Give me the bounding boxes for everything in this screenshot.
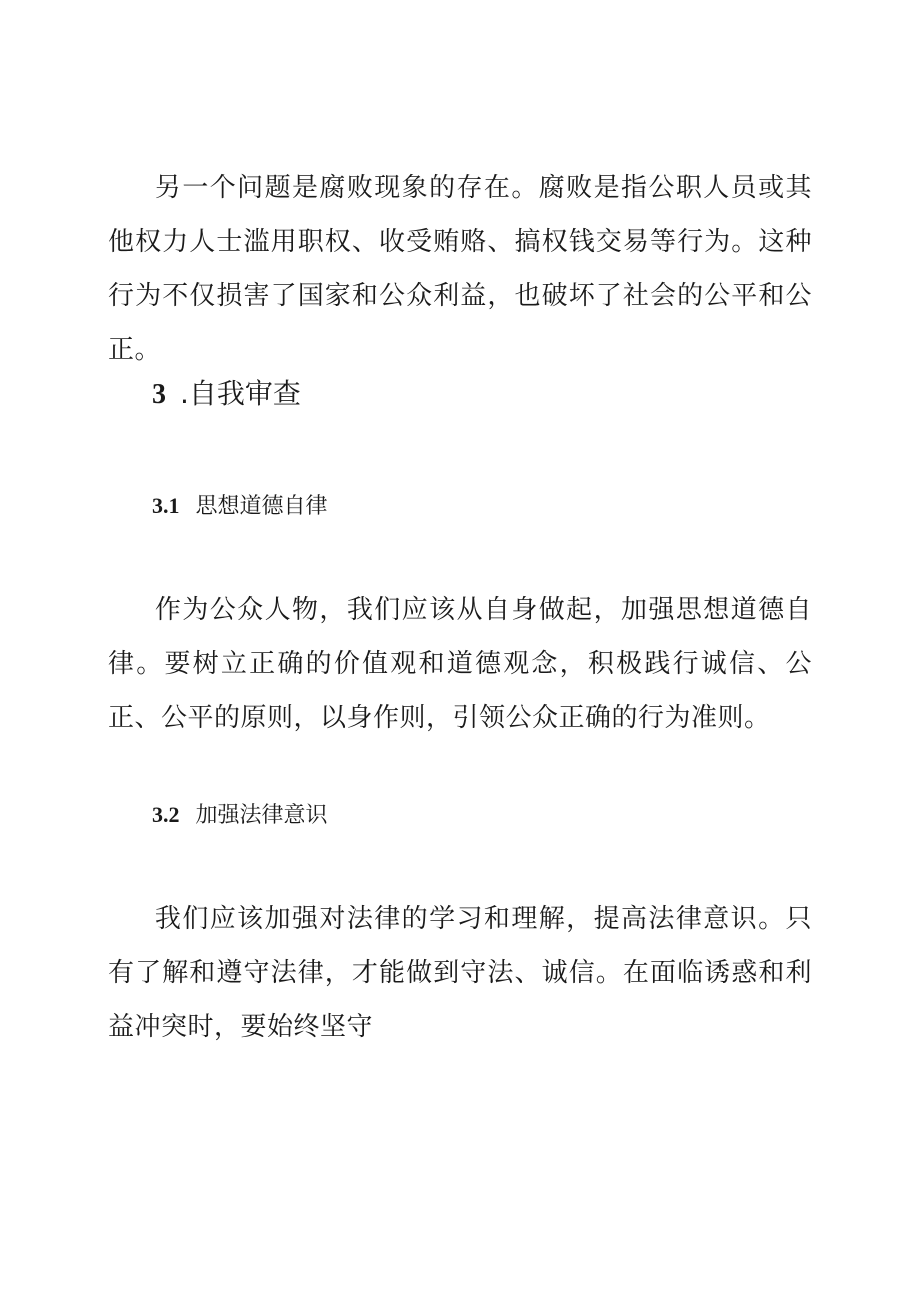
paragraph-law-text: 我们应该加强对法律的学习和理解，提高法律意识。只有了解和遵守法律，才能做到守法、诚信。在面临诱惑和利益冲突时，要始终坚守 <box>108 904 812 1042</box>
section-3-2-number: 3.2 <box>152 802 180 827</box>
section-3-2-heading <box>152 799 328 832</box>
section-3-title: .自我审查 <box>180 377 301 410</box>
paragraph-corruption-text: 另一个问题是腐败现象的存在。腐败是指公职人员或其他权力人士滥用职权、收受贿赂、搞权钱交易等行为。这种行为不仅损害了国家和公众利益，也破坏了社会的公平和公正。 <box>108 173 812 365</box>
paragraph-moral <box>108 583 812 745</box>
section-3-1-title: 思想道德自律 <box>195 494 328 519</box>
section-3-1-number: 3.1 <box>152 493 180 518</box>
paragraph-corruption <box>108 161 812 377</box>
paragraph-moral-text: 作为公众人物，我们应该从自身做起，加强思想道德自律。要树立正确的价值观和道德观念，积极践行诚信、公正、公平的原则，以身作则，引领公众正确的行为准则。 <box>108 595 812 733</box>
section-3-number: 3 <box>152 379 166 410</box>
section-3-2-title: 加强法律意识 <box>195 803 328 828</box>
section-3-1-heading <box>152 490 328 523</box>
paragraph-law <box>108 892 812 1054</box>
section-3-heading <box>152 374 301 415</box>
